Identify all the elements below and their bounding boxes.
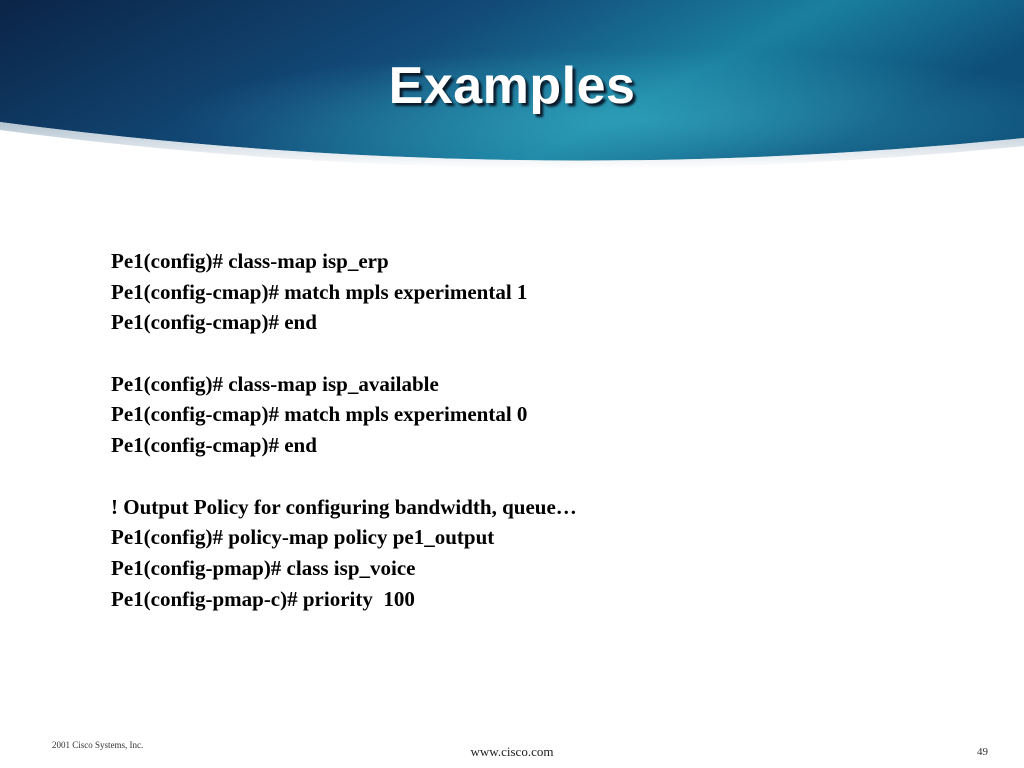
blank-line	[111, 338, 911, 369]
code-line: Pe1(config-cmap)# match mpls experimental 0	[111, 402, 528, 427]
page-number: 49	[977, 746, 988, 758]
code-line: Pe1(config-pmap)# class isp_voice	[111, 555, 416, 580]
code-line: Pe1(config-cmap)# end	[111, 433, 317, 458]
blank-line	[111, 461, 911, 492]
code-line: Pe1(config)# class-map isp_erp	[111, 249, 389, 273]
config-code-block	[111, 246, 911, 614]
code-line: Pe1(config-pmap-c)# priority 100	[111, 586, 415, 611]
comment-line: ! Output Policy for configuring bandwidth, queue…	[111, 494, 577, 519]
footer-url: www.cisco.com	[470, 744, 554, 759]
code-line: Pe1(config-cmap)# match mpls experimental 1	[111, 279, 528, 304]
code-line: Pe1(config-cmap)# end	[111, 310, 317, 335]
code-line: Pe1(config)# policy-map policy pe1_output	[111, 525, 495, 550]
code-line: Pe1(config)# class-map isp_available	[111, 371, 439, 396]
slide-title: Examples	[388, 57, 636, 115]
footer-copyright: 2001 Cisco Systems, Inc.	[52, 740, 144, 750]
